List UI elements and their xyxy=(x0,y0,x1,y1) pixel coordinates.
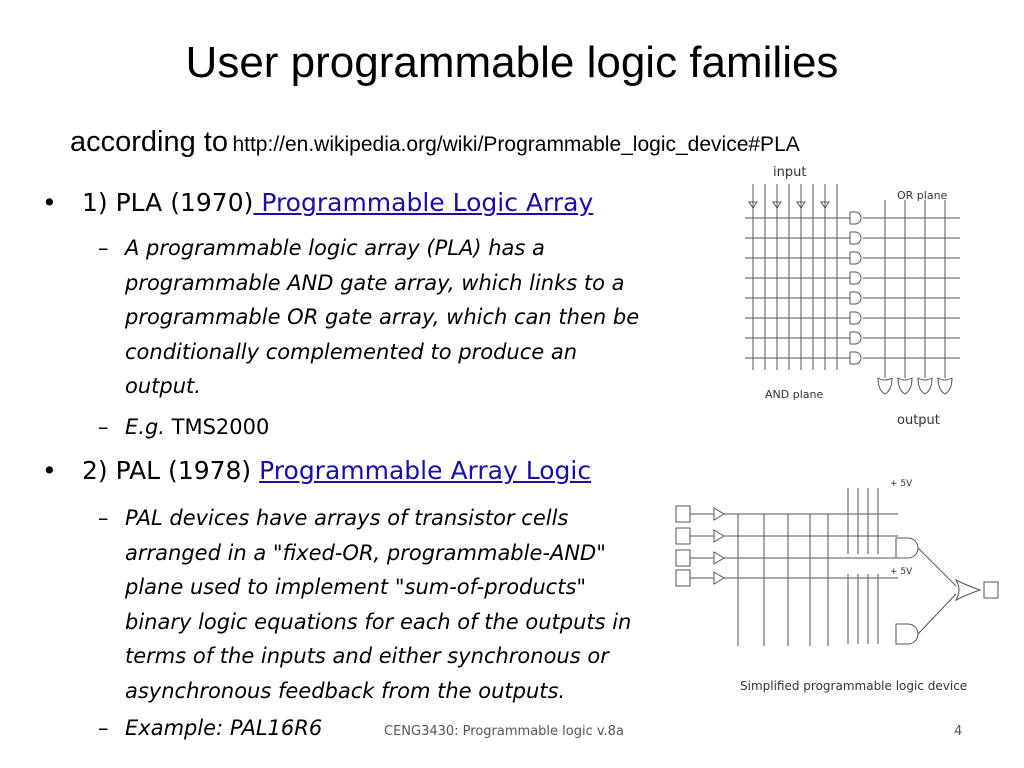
pld-circuit-lines xyxy=(676,488,998,646)
pla-description xyxy=(98,231,639,404)
bullet-pal xyxy=(42,456,591,485)
pld-caption: Simplified programmable logic device xyxy=(740,679,968,693)
pal-desc-line-4: binary logic equations for each of the outputs in xyxy=(125,609,632,634)
pal-desc-line-5: terms of the inputs and either synchronous or xyxy=(125,644,609,668)
pla-output-label: output xyxy=(897,413,940,428)
buffer-icon xyxy=(714,508,724,520)
input-pin-icon xyxy=(676,506,690,522)
output-pin-icon xyxy=(984,582,998,598)
pld-schematic xyxy=(668,474,1008,704)
pal-desc-line-2: arranged in a "fixed-OR, programmable-AND" xyxy=(125,540,606,565)
pla-desc-line-5: output. xyxy=(125,374,201,398)
pla-example-italic: E.g. xyxy=(125,415,165,439)
and-gate-icon xyxy=(850,312,861,324)
pld-supply-label-2: + 5V xyxy=(890,567,913,577)
and-gate-icon xyxy=(896,538,918,558)
buffer-icon xyxy=(714,530,724,542)
input-pin-icon xyxy=(676,550,690,566)
input-pin-icon xyxy=(676,528,690,544)
pla-link[interactable]: Programmable Logic Array xyxy=(253,188,594,217)
and-gate-icon xyxy=(896,624,918,644)
pla-desc-line-1: A programmable logic array (PLA) has a xyxy=(125,236,545,260)
buffer-icon xyxy=(714,572,724,584)
pla-example xyxy=(98,410,269,445)
and-gate-icon xyxy=(850,252,861,264)
or-gate-icon xyxy=(878,378,892,394)
pla-diagram xyxy=(735,160,965,430)
and-gate-icon xyxy=(850,352,861,364)
footer-page-number: 4 xyxy=(954,724,963,739)
and-gate-icon xyxy=(850,232,861,244)
or-gate-icon xyxy=(938,378,952,394)
and-gate-icon xyxy=(850,212,861,224)
buffer-icon xyxy=(714,552,724,564)
sub-dash: – xyxy=(98,415,109,439)
pal-example-text: Example: PAL16R6 xyxy=(125,716,323,740)
and-gate-icon xyxy=(850,272,861,284)
pla-example-text: TMS2000 xyxy=(164,415,270,439)
pal-desc-line-1: PAL devices have arrays of transistor cells xyxy=(125,506,569,530)
pal-example xyxy=(98,711,322,746)
bullet-pla xyxy=(42,188,593,217)
pla-desc-line-2: programmable AND gate array, which links to a xyxy=(125,270,625,295)
pal-desc-line-6: asynchronous feedback from the outputs. xyxy=(125,678,566,703)
and-gate-icon xyxy=(850,332,861,344)
pal-link[interactable]: Programmable Array Logic xyxy=(259,456,592,485)
or-gate-icon xyxy=(898,378,912,394)
pla-desc-line-3: programmable OR gate array, which can then be xyxy=(125,305,640,329)
pld-supply-label-1: + 5V xyxy=(890,479,913,489)
input-pin-icon xyxy=(676,570,690,586)
bullet-pal-prefix: 2) PAL (1978) xyxy=(82,456,252,485)
footer-course: CENG3430: Programmable logic v.8a xyxy=(384,724,624,739)
bullet-dot: • xyxy=(42,456,57,485)
bullet-dot: • xyxy=(42,188,57,217)
pld-output-wire xyxy=(918,594,956,634)
pla-or-plane-label: OR plane xyxy=(897,189,948,202)
pal-description xyxy=(98,501,631,708)
bullet-pla-prefix: 1) PLA (1970) xyxy=(82,188,254,217)
pla-desc-line-4: conditionally complemented to produce an xyxy=(125,339,578,364)
pld-output-wire xyxy=(918,548,956,586)
pla-input-label: input xyxy=(773,165,807,180)
sub-dash: – xyxy=(98,506,109,530)
pla-grid-lines xyxy=(745,184,960,394)
subtitle-lead: according to xyxy=(70,126,228,158)
pla-and-plane-label: AND plane xyxy=(765,388,824,401)
slide-subtitle xyxy=(70,126,800,159)
subtitle-url: http://en.wikipedia.org/wiki/Programmable_logic_device#PLA xyxy=(232,133,800,156)
sub-dash: – xyxy=(98,716,109,740)
or-gate-icon xyxy=(918,378,932,394)
sub-dash: – xyxy=(98,236,109,260)
pal-desc-line-3: plane used to implement "sum-of-products" xyxy=(125,575,587,599)
and-gate-icon xyxy=(850,292,861,304)
or-gate-icon xyxy=(956,580,980,600)
slide-title: User programmable logic families xyxy=(185,38,839,87)
